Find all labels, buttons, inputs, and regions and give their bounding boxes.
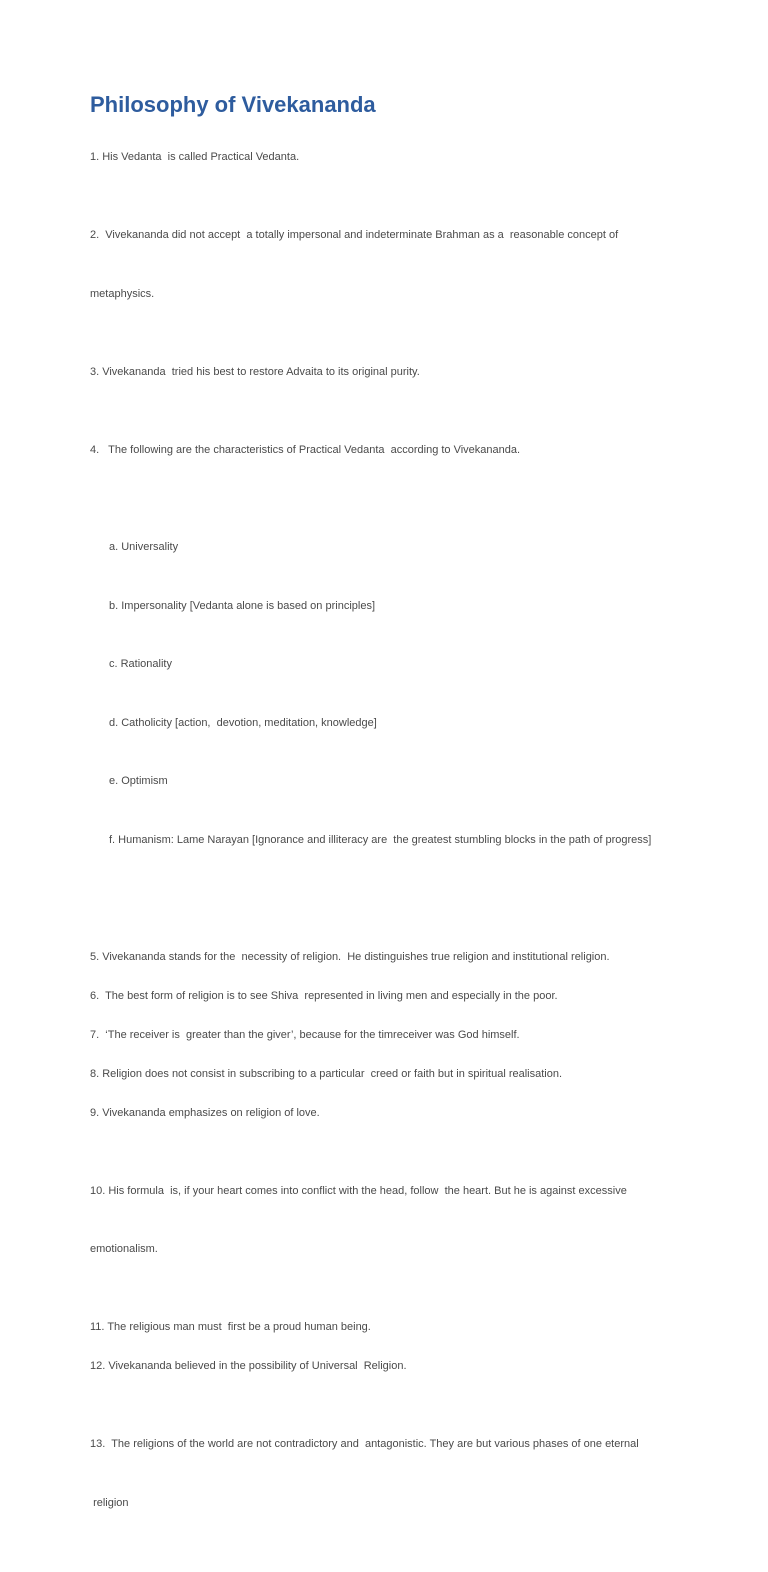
list-item: 1. His Vedanta is called Practical Vedanta. (90, 151, 300, 163)
sub-list-item: b. Impersonality [Vedanta alone is based on principles] (109, 599, 375, 612)
sub-list-item: d. Catholicity [action, devotion, meditation, knowledge] (109, 716, 377, 729)
list-item-line: emotionalism. (90, 1243, 158, 1255)
list-item: 11. The religious man must first be a proud human being. (90, 1321, 371, 1333)
list-item (90, 1143, 690, 1299)
list-item: 9. Vivekananda emphasizes on religion of love. (90, 1106, 320, 1119)
sub-list-item: e. Optimism (109, 775, 168, 787)
list-item (90, 187, 690, 343)
sub-list-item: c. Rationality (109, 658, 172, 670)
list-item (90, 1396, 690, 1552)
list-item (90, 402, 690, 929)
list-item-line: 4. The following are the characteristics of Practical Vedanta according to Vivekananda. (90, 443, 521, 456)
sub-list (90, 499, 690, 889)
sub-list-item: f. Humanism: Lame Narayan [Ignorance and illiteracy are the greatest stumbling blocks in the path of progress] (109, 833, 652, 846)
list-item-line: religion (90, 1496, 129, 1509)
list-item: 5. Vivekananda stands for the necessity of religion. He distinguishes true religion and institutional religion. (90, 950, 610, 963)
sub-list-item: a. Universality (109, 541, 179, 553)
document-page (90, 88, 690, 1572)
list-item: 7. ‘The receiver is greater than the giver’, because for the timreceiver was God himself. (90, 1028, 520, 1041)
list-item-line: 2. Vivekananda did not accept a totally impersonal and indeterminate Brahman as a reasonable concept of (90, 229, 619, 241)
list-item: 12. Vivekananda believed in the possibility of Universal Religion. (90, 1360, 407, 1372)
list-item-line: 13. The religions of the world are not contradictory and antagonistic. They are but various phases of one eternal (90, 1438, 639, 1450)
list-item: 6. The best form of religion is to see Shiva represented in living men and especially in the poor. (90, 989, 558, 1002)
list-item-line: 10. His formula is, if your heart comes into conflict with the head, follow the heart. But he is against excessive (90, 1184, 627, 1197)
list-item: 3. Vivekananda tried his best to restore Advaita to its original purity. (90, 365, 420, 378)
list-item-line: metaphysics. (90, 287, 155, 300)
point-list (90, 148, 690, 1552)
list-item: 8. Religion does not consist in subscribing to a particular creed or faith but in spiritual realisation. (90, 1067, 563, 1080)
page-title: Philosophy of Vivekananda (90, 92, 376, 117)
